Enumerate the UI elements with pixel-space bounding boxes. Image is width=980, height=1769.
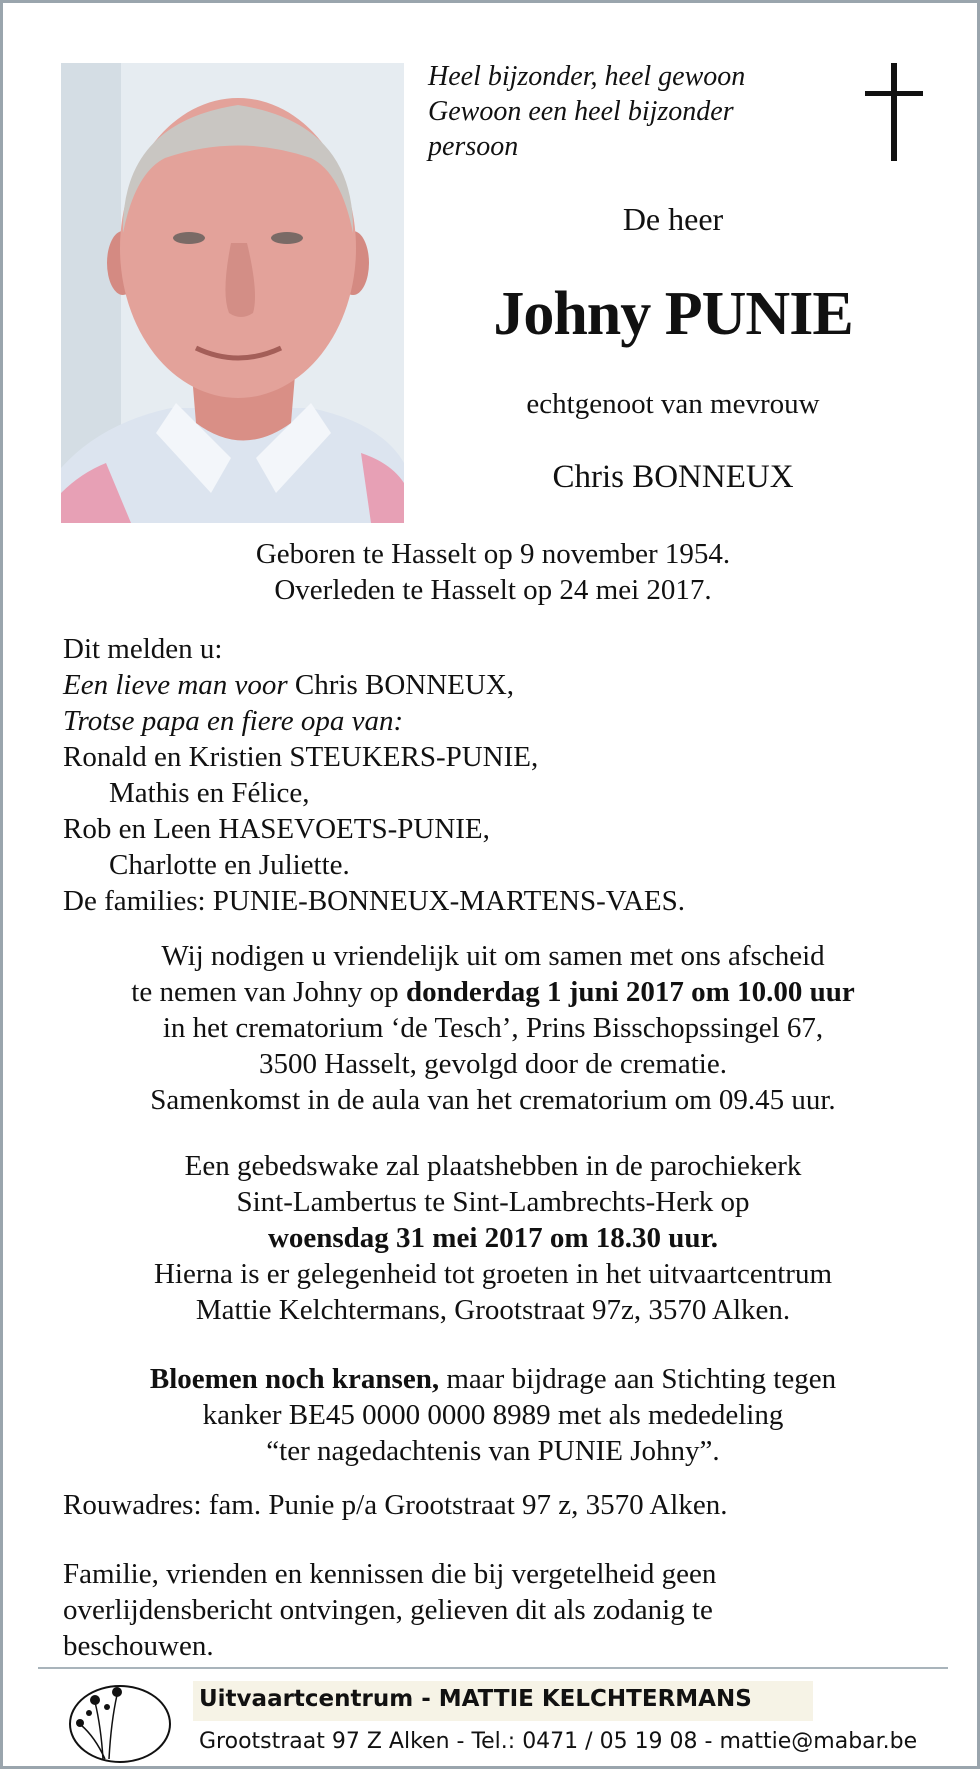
family-line-child-1: Ronald en Kristien STEUKERS-PUNIE,: [63, 741, 539, 773]
family-line-children-intro: [63, 703, 943, 739]
ceremony-date: donderdag 1 juni 2017 om 10.00 uur: [405, 976, 855, 1008]
mourning-address: Rouwadres: fam. Punie p/a Grootstraat 97 z, 3570 Alken.: [63, 1489, 728, 1521]
motto-line-3: persoon: [428, 131, 519, 162]
portrait-illustration: [61, 63, 404, 523]
life-dates: [3, 536, 980, 608]
deceased-name: Johny PUNIE: [493, 280, 853, 348]
funeral-home-contact: Grootstraat 97 Z Alken - Tel.: 0471 / 05 19 08 - mattie@mabar.be: [199, 1729, 918, 1754]
flowers-line-2: kanker BE45 0000 0000 8989 met als mededeling: [202, 1399, 784, 1431]
cross-icon: [865, 63, 925, 163]
family-line-spouse-name: Chris BONNEUX,: [287, 669, 515, 701]
portrait-photo: [61, 63, 404, 523]
flowers-line-1: [3, 1361, 980, 1397]
notice-line-1: Familie, vrienden en kennissen die bij vergetelheid geen: [63, 1558, 717, 1590]
notice-line-2: overlijdensbericht ontvingen, gelieven dit als zodanig te: [63, 1594, 713, 1626]
ceremony-line-2-text: te nemen van Johny op: [131, 976, 406, 1008]
spouse-label: echtgenoot van mevrouw: [526, 388, 820, 420]
motto-quote: [428, 59, 828, 164]
family-line-grandchildren-1: Mathis en Félice,: [109, 777, 310, 809]
flowers-line-1-rest: maar bijdrage aan Stichting tegen: [439, 1363, 837, 1395]
ceremony-info: [3, 938, 980, 1118]
family-line-spouse-italic: Een lieve man voor: [63, 669, 288, 701]
funeral-home-name: Uitvaartcentrum - MATTIE KELCHTERMANS: [199, 1686, 752, 1712]
family-line-spouse: [63, 667, 943, 703]
death-line: Overleden te Hasselt op 24 mei 2017.: [274, 574, 712, 606]
funeral-home-logo-icon: [65, 1677, 175, 1767]
ceremony-line-1: Wij nodigen u vriendelijk uit om samen met ons afscheid: [161, 940, 825, 972]
vigil-date: [3, 1220, 980, 1256]
motto-line-2: Gewoon een heel bijzonder: [428, 96, 734, 127]
family-announcement: [63, 631, 943, 919]
flowers-info: [3, 1361, 980, 1469]
ceremony-line-2: [3, 974, 980, 1010]
vigil-info: [3, 1148, 980, 1328]
ceremony-line-5: Samenkomst in de aula van het crematorium om 09.45 uur.: [150, 1084, 836, 1116]
family-intro: Dit melden u:: [63, 633, 223, 665]
family-line-families: De families: PUNIE-BONNEUX-MARTENS-VAES.: [63, 885, 685, 917]
vigil-line-5: Mattie Kelchtermans, Grootstraat 97z, 3570 Alken.: [195, 1294, 791, 1326]
honorific: De heer: [622, 201, 724, 237]
spouse-name: Chris BONNEUX: [552, 459, 794, 495]
vigil-line-1: Een gebedswake zal plaatshebben in de parochiekerk: [184, 1150, 802, 1182]
family-line-children-intro-text: Trotse papa en fiere opa van:: [63, 705, 404, 737]
notice-text: [63, 1556, 943, 1664]
notice-line-3: beschouwen.: [63, 1630, 214, 1662]
vigil-line-4: Hierna is er gelegenheid tot groeten in het uitvaartcentrum: [153, 1258, 833, 1290]
flowers-line-3: “ter nagedachtenis van PUNIE Johny”.: [266, 1435, 720, 1467]
family-line-grandchildren-2: Charlotte en Juliette.: [109, 849, 350, 881]
vigil-date-text: woensdag 31 mei 2017 om 18.30 uur.: [267, 1222, 719, 1254]
ceremony-line-4: 3500 Hasselt, gevolgd door de crematie.: [259, 1048, 727, 1080]
flowers-bold: Bloemen noch kransen,: [149, 1363, 440, 1395]
ceremony-line-3: in het crematorium ‘de Tesch’, Prins Bisschopssingel 67,: [162, 1012, 824, 1044]
vigil-line-2: Sint-Lambertus te Sint-Lambrechts-Herk op: [236, 1186, 750, 1218]
family-line-child-2: Rob en Leen HASEVOETS-PUNIE,: [63, 813, 490, 845]
motto-line-1: Heel bijzonder, heel gewoon: [428, 61, 746, 92]
birth-line: Geboren te Hasselt op 9 november 1954.: [255, 538, 731, 570]
footer-divider: [38, 1667, 948, 1669]
